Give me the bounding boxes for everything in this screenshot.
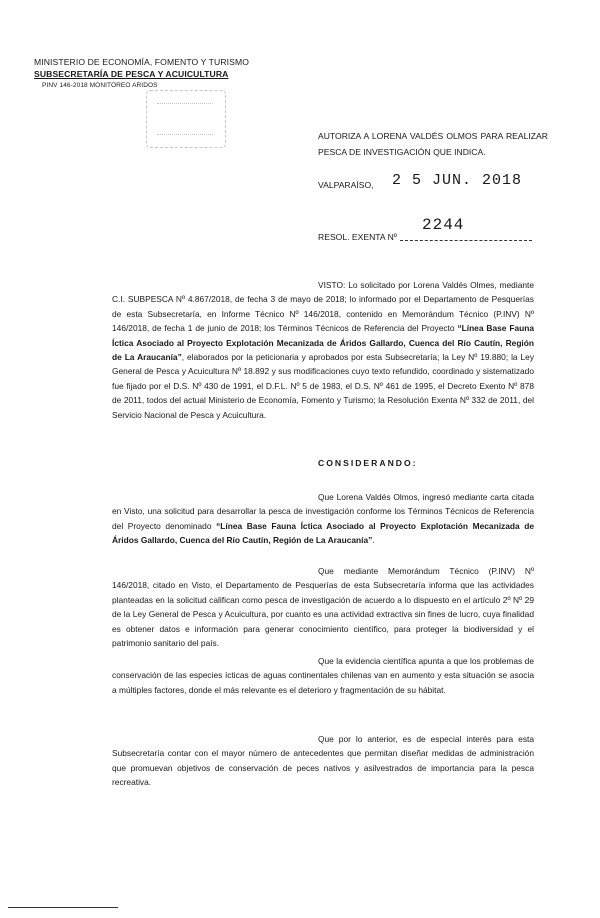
resolution-label: RESOL. EXENTA Nº — [318, 232, 397, 242]
considerando-p1-project: “Línea Base Fauna Íctica Asociado al Proyecto Explotación Mecanizada de Áridos Gallardo, Cuenca del Río Cautín, Región de La Araucanía” — [112, 520, 534, 546]
considerando-heading: CONSIDERANDO: — [318, 458, 418, 468]
date-stamp: 2 5 JUN. 2018 — [392, 172, 523, 189]
resolution-number: 2244 — [422, 216, 465, 234]
considerando-p1-text: Que Lorena Valdés Olmos, ingresó mediante carta citada en Visto, una solicitud para desarrollar la pesca de investigación conforme los Términos Técnicos de Referencia del Proyecto denominado — [112, 492, 534, 531]
footer-rule — [8, 907, 118, 908]
ministry-name: MINISTERIO DE ECONOMÍA, FOMENTO Y TURISMO — [34, 57, 249, 67]
subsecretaria-name: SUBSECRETARÍA DE PESCA Y ACUICULTURA — [34, 69, 229, 79]
resolution-number-line — [400, 240, 532, 241]
faded-stamp — [146, 90, 226, 148]
visto-paragraph — [112, 278, 534, 422]
visto-text-1: Lo solicitado por Lorena Valdés Olmes, mediante C.I. SUBPESCA Nº 4.867/2018, de fecha 3 de mayo de 2018; lo informado por el Departamento de Pesquerías de esta Subsecretaría, en Informe Técnico Nº 146/2018, contenido en Memorándum Técnico (P.INV) Nº 146/2018, de fecha 1 de junio de 2018; los Términos Técnicos de Referencia del Proyecto — [112, 280, 534, 334]
place-label: VALPARAÍSO, — [318, 180, 374, 190]
document-reference: PINV 146-2018 MONITOREO ARIDOS — [42, 82, 158, 89]
visto-text-2: , elaborados por la peticionaria y aprobados por esta Subsecretaría; la Ley Nº 19.880; la Ley General de Pesca y Acuicultura Nº 18.892 y sus modificaciones cuyo texto refundido, coordinado y sistematizado fue fijado por el D.S. Nº 430 de 1991, el D.F.L. Nº 5 de 1983, el D.S. Nº 461 de 1995, el Decreto Exento Nº 878 de 2011, todos del actual Ministerio de Economía, Fomento y Turismo; la Resolución Exenta Nº 332 de 2011, del Servicio Nacional de Pesca y Acuicultura. — [112, 352, 535, 420]
considerando-paragraph-3: Que la evidencia científica apunta a que los problemas de conservación de las especies ícticas de aguas continentales chilenas van en aumento y esta situación se asocia a múltiples factores, donde el más relevante es el deterioro y fragmentación de su hábitat. — [112, 656, 534, 695]
visto-lead: VISTO: — [318, 280, 346, 290]
considerando-paragraph-1 — [112, 490, 534, 548]
considerando-paragraph-4: Que por lo anterior, es de especial interés para esta Subsecretaría contar con el mayor número de antecedentes que permitan diseñar medidas de administración que promuevan objetivos de conservación de peces nativos y asilvestrados de importancia para la pesca recreativa. — [112, 734, 534, 788]
considerando-paragraph-2: Que mediante Memorándum Técnico (P.INV) Nº 146/2018, citado en Visto, el Departamento de Pesquerías de esta Subsecretaría informa que las actividades planteadas en la solicitud califican como pesca de investigación de acuerdo a lo dispuesto en el artículo 2º Nº 29 de la Ley General de Pesca y Acuicultura, por cuanto es una actividad extractiva sin fines de lucro, cuya finalidad es obtener datos e información para generar conocimiento científico, para proteger la biodiversidad y el patrimonio sanitario del país. — [112, 566, 534, 649]
resolution-subject: AUTORIZA A LORENA VALDÉS OLMOS PARA REALIZAR PESCA DE INVESTIGACIÓN QUE INDICA. — [318, 131, 548, 157]
visto-project-title: “Línea Base Fauna Íctica Asociado al Proyecto Explotación Mecanizada de Áridos Gallardo, Cuenca del Río Cautín, Región de La Araucanía” — [112, 323, 534, 363]
considerando-p1-end: . — [372, 535, 375, 546]
